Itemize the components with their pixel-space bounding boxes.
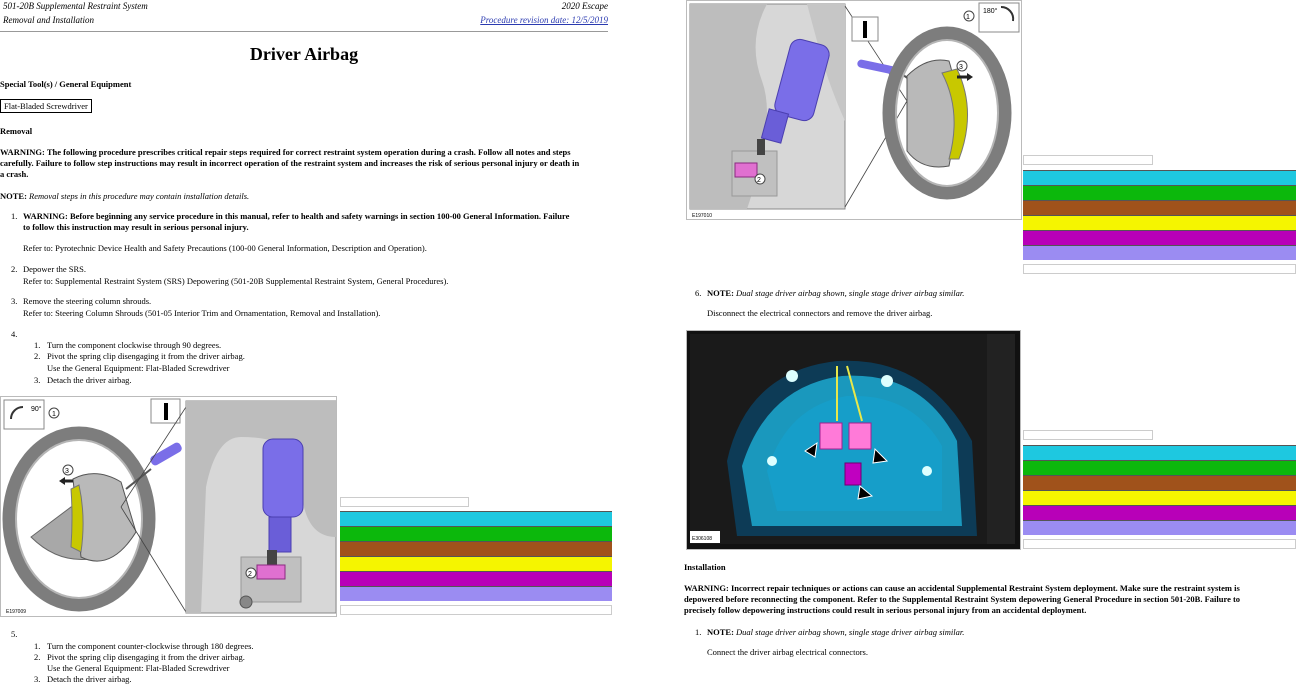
revision-date-link[interactable]: Procedure revision date: 12/5/2019 xyxy=(480,15,608,25)
connector-2 xyxy=(849,423,871,449)
installation-warning-line: precisely follow depowering instructions could result in serious personal injury from an accidental deployment. xyxy=(684,605,1087,615)
note-text: Removal steps in this procedure may contain installation details. xyxy=(29,191,250,201)
screwdriver-small xyxy=(149,441,183,467)
connector-1 xyxy=(820,423,842,449)
figure-e306108 xyxy=(686,330,1021,550)
color-bar xyxy=(1023,445,1296,460)
step5-substep2-equipment: Use the General Equipment: Flat-Bladed Screwdriver xyxy=(47,663,230,673)
figure-e197010-illustration xyxy=(687,1,1022,220)
svg-text:3: 3 xyxy=(65,468,69,475)
step-number: 6. xyxy=(695,288,702,298)
substep-number: 3. xyxy=(34,375,41,385)
substep-number: 1. xyxy=(34,340,41,350)
substep-number: 1. xyxy=(34,641,41,651)
note-label: NOTE: xyxy=(707,627,734,637)
figure-e197009-illustration xyxy=(1,397,337,617)
color-bar xyxy=(1023,185,1296,200)
substep-number: 2. xyxy=(34,351,41,361)
blank-field xyxy=(1023,539,1296,549)
lamp xyxy=(786,370,798,382)
install-step1-note xyxy=(707,627,964,637)
step5-substep3: Detach the driver airbag. xyxy=(47,674,132,684)
rotation-angle-label: 90° xyxy=(31,406,42,413)
step3-reference: Refer to: Steering Column Shrouds (501-05 Interior Trim and Ornamentation, Removal and Installation). xyxy=(23,308,381,318)
color-bar xyxy=(1023,490,1296,505)
spring-clip xyxy=(257,565,285,579)
figure-label: E306108 xyxy=(692,536,713,542)
step2-reference: Refer to: Supplemental Restraint System (SRS) Depowering (501-20B Supplemental Restraint System, General Procedures). xyxy=(23,276,449,286)
color-bar xyxy=(340,586,612,601)
step-number: 3. xyxy=(11,296,18,306)
installation-warning-line: depowered before reconnecting the component. Refer to the Supplemental Restraint System depowering General Procedure in section 501-20B. Failure to xyxy=(684,594,1241,604)
page-title: Driver Airbag xyxy=(249,44,359,64)
color-bar xyxy=(340,556,612,571)
step-number: 4. xyxy=(11,329,18,339)
rotation-angle-label: 180° xyxy=(983,8,998,15)
color-bar xyxy=(1023,200,1296,215)
step1-warning-line: WARNING: Before beginning any service procedure in this manual, refer to health and safety warnings in section 100-00 General Information. Failure xyxy=(23,211,570,221)
note-label: NOTE: xyxy=(707,288,734,298)
step4-substep2-equipment: Use the General Equipment: Flat-Bladed Screwdriver xyxy=(47,363,230,373)
step6-text: Disconnect the electrical connectors and remove the driver airbag. xyxy=(707,308,933,318)
step1-warning xyxy=(23,211,613,233)
step5-substep2: Pivot the spring clip disengaging it from the driver airbag. xyxy=(47,652,245,662)
color-bar xyxy=(1023,520,1296,535)
svg-text:1: 1 xyxy=(966,14,970,21)
figure-e197009 xyxy=(0,396,337,617)
removal-warning-line: WARNING: The following procedure prescribes critical repair steps required for correct restraint system operation during a crash. Follow all notes and steps xyxy=(0,147,571,157)
svg-text:2: 2 xyxy=(757,177,761,184)
spring-clip xyxy=(735,163,757,177)
color-bar xyxy=(340,571,612,586)
removal-warning-line: carefully. Failure to follow step instructions may result in incorrect operation of the restraint system and increases the risk of serious personal injury or death in xyxy=(0,158,580,168)
step4-substep3: Detach the driver airbag. xyxy=(47,375,132,385)
color-bar xyxy=(1023,170,1296,185)
installation-warning-line: WARNING: Incorrect repair techniques or actions can cause an accidental Supplemental Restraint System deployment. Make sure the restraint system is xyxy=(684,583,1240,593)
left-page xyxy=(0,0,612,685)
step6-note xyxy=(707,288,964,298)
rotation-indicator-box xyxy=(4,400,44,429)
screwdriver-icon xyxy=(164,403,168,420)
tool-flat-bladed-screwdriver: Flat-Bladed Screwdriver xyxy=(0,99,92,113)
step2-text: Depower the SRS. xyxy=(23,264,87,274)
removal-note xyxy=(0,191,249,201)
removal-warning-line: a crash. xyxy=(0,169,29,179)
blank-field xyxy=(1023,430,1153,440)
note-text: Dual stage driver airbag shown, single stage driver airbag similar. xyxy=(736,288,965,298)
header-model: 2020 Escape xyxy=(561,1,608,11)
color-bar xyxy=(340,526,612,541)
screwdriver-handle xyxy=(263,439,303,517)
special-tools-heading: Special Tool(s) / General Equipment xyxy=(0,79,132,89)
step5-substep1: Turn the component counter-clockwise through 180 degrees. xyxy=(47,641,254,651)
svg-text:1: 1 xyxy=(52,411,56,418)
blank-field xyxy=(340,605,612,615)
color-bar xyxy=(1023,215,1296,230)
screwdriver-icon xyxy=(863,21,867,38)
install-step1-text: Connect the driver airbag electrical connectors. xyxy=(707,647,868,657)
blank-field xyxy=(1023,264,1296,274)
color-bar xyxy=(1023,505,1296,520)
color-bar xyxy=(340,511,612,526)
figure-label: E197009 xyxy=(6,609,27,615)
header-procedure-type: Removal and Installation xyxy=(3,15,94,25)
step-number: 1. xyxy=(11,211,18,221)
substep-number: 3. xyxy=(34,674,41,684)
blank-field xyxy=(1023,155,1153,165)
color-bar xyxy=(1023,245,1296,260)
step1-warning-line: to follow this instruction may result in serious personal injury. xyxy=(23,222,249,232)
color-bar xyxy=(1023,230,1296,245)
connector-3 xyxy=(845,463,861,485)
color-bar xyxy=(340,541,612,556)
installation-warning xyxy=(684,583,1296,616)
figure-e306108-photo xyxy=(687,331,1021,550)
airbag-cover-yellow xyxy=(71,485,83,552)
color-bar xyxy=(1023,475,1296,490)
removal-warning xyxy=(0,147,612,180)
figure-e197010 xyxy=(686,0,1022,220)
installation-heading: Installation xyxy=(684,562,726,572)
header-section: 501-20B Supplemental Restraint System xyxy=(3,1,148,11)
step-number: 1. xyxy=(695,627,702,637)
step3-text: Remove the steering column shrouds. xyxy=(23,296,152,306)
step4-substep2: Pivot the spring clip disengaging it from the driver airbag. xyxy=(47,351,245,361)
blank-field xyxy=(340,497,469,507)
header-divider xyxy=(0,31,608,32)
substep-number: 2. xyxy=(34,652,41,662)
step-number: 5. xyxy=(11,629,18,639)
svg-text:3: 3 xyxy=(959,64,963,71)
step1-reference: Refer to: Pyrotechnic Device Health and Safety Precautions (100-00 General Information, Description and Operation). xyxy=(23,243,427,253)
removal-heading: Removal xyxy=(0,126,33,136)
svg-text:2: 2 xyxy=(248,571,252,578)
note-text: Dual stage driver airbag shown, single stage driver airbag similar. xyxy=(736,627,965,637)
right-page xyxy=(684,0,1296,685)
step4-substep1: Turn the component clockwise through 90 degrees. xyxy=(47,340,222,350)
color-bar xyxy=(1023,460,1296,475)
note-label: NOTE: xyxy=(0,191,27,201)
step-number: 2. xyxy=(11,264,18,274)
figure-label: E197010 xyxy=(692,213,713,219)
